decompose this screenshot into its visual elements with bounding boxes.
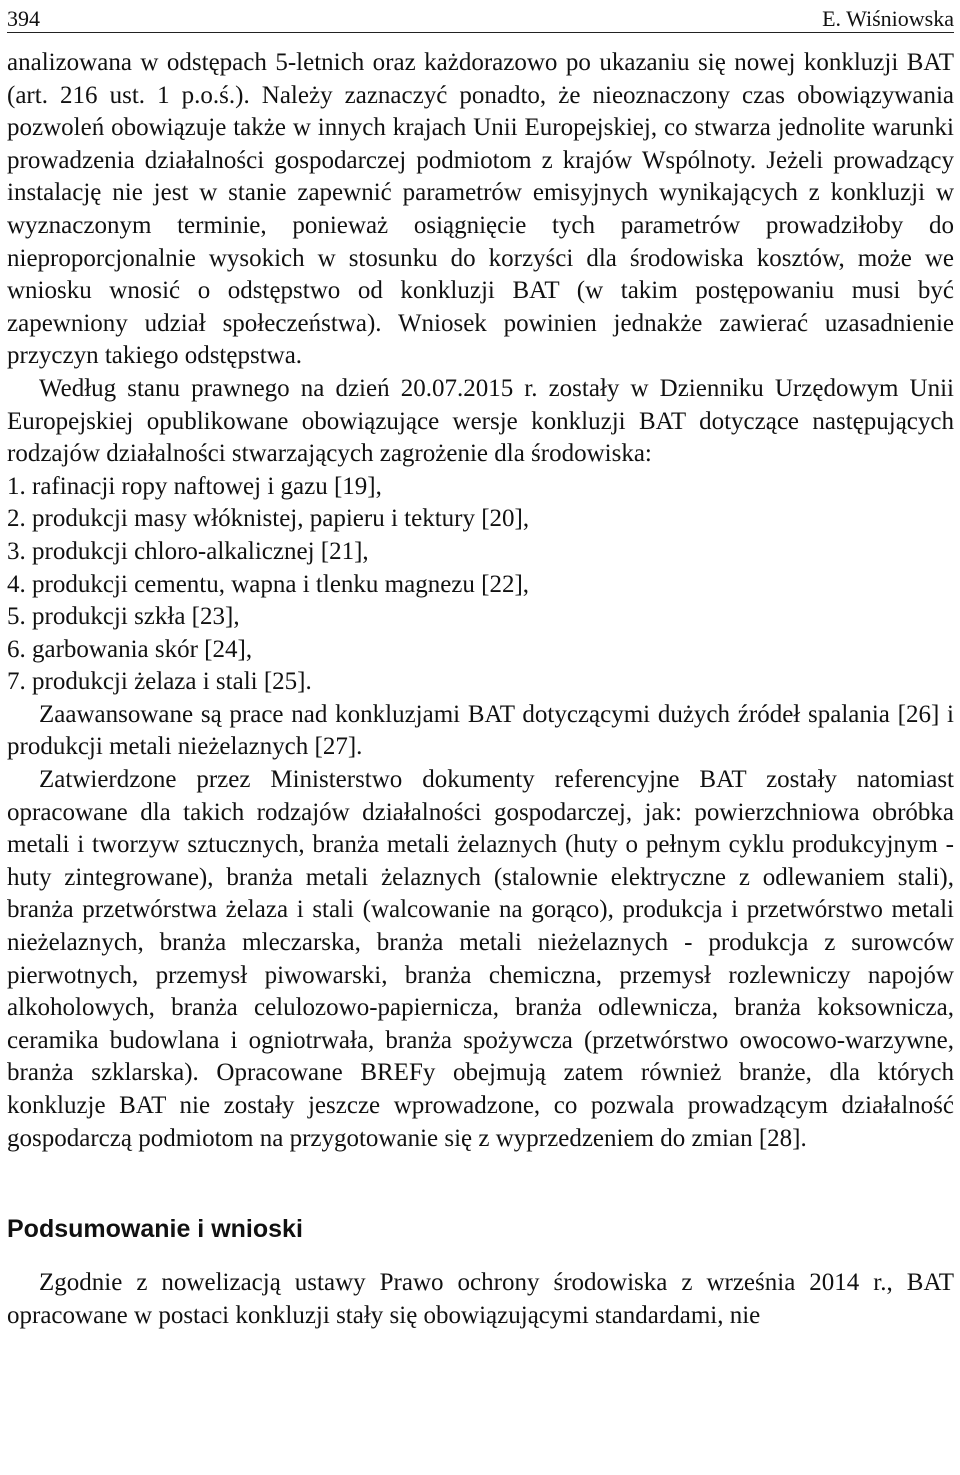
paragraph-legal-status: Według stanu prawnego na dzień 20.07.2015 r. zostały w Dzienniku Urzędowym Unii Europejskiej opublikowane obowiązujące wersje konkluzji BAT dotyczące następujących rodzajów działalności stwarzających zagrożenie dla środowiska: [7,374,954,468]
list-item: 4. produkcji cementu, wapna i tlenku magnezu [22], [7,570,530,598]
bat-conclusions-list [7,471,954,699]
running-header [7,0,954,33]
list-item: 3. produkcji chloro-alkalicznej [21], [7,537,369,565]
list-item: 2. produkcji masy włóknistej, papieru i tektury [20], [7,505,530,533]
list-item: 7. produkcji żelaza i stali [25]. [7,668,312,696]
section-heading: Podsumowanie i wnioski [7,1215,303,1244]
list-item: 6. garbowania skór [24], [7,635,253,663]
body-text [7,47,954,1332]
list-item: 1. rafinacji ropy naftowej i gazu [19], [7,472,382,500]
list-item: 5. produkcji szkła [23], [7,603,240,631]
page-number: 394 [7,6,40,31]
author-name: E. Wiśniowska [822,6,954,31]
paragraph-approved-documents: Zatwierdzone przez Ministerstwo dokumenty referencyjne BAT zostały natomiast opracowane dla takich rodzajów działalności gospodarczej, jak: powierzchniowa obróbka metali i tworzyw sztucznych, branża metali żelaznych (huty o pełnym cyklu produkcyjnym - huty zintegrowane), branża metali żelaznych (stalownie elektryczne z odlewaniem stali), branża przetwórstwa żelaza i stali (walcowanie na gorąco), produkcja i przetwórstwo metali nieżelaznych, branża mleczarska, branża metali nieżelaznych - produkcja z surowców pierwotnych, przemysł piwowarski, branża chemiczna, przemysł rozlewniczy napojów alkoholowych, branża celulozowo-papiernicza, branża odlewnicza, branża koksownicza, ceramika budowlana i ogniotrwała, branża spożywcza (przetwórstwo owocowo-warzywne, branża szklarska). Opracowane BREFy obejmują zatem również branże, dla których konkluzje BAT nie zostały jeszcze wprowadzone, co pozwala prowadzącym działalność gospodarczą podmiotom na przygotowanie się z wyprzedzeniem do zmian [28]. [7,766,954,1152]
paragraph-advanced-work: Zaawansowane są prace nad konkluzjami BAT dotyczącymi dużych źródeł spalania [26] i produkcji metali nieżelaznych [27]. [7,700,954,761]
paragraph-summary: Zgodnie z nowelizacją ustawy Prawo ochrony środowiska z września 2014 r., BAT opracowane w postaci konkluzji stały się obowiązującymi standardami, nie [7,1269,954,1329]
paragraph-continuation: analizowana w odstępach 5-letnich oraz każdorazowo po ukazaniu się nowej konkluzji BAT (art. 216 ust. 1 p.o.ś.). Należy zaznaczyć ponadto, że nieoznaczony czas obowiązywania pozwoleń obowiązuje także w innych krajach Unii Europejskiej, co stwarza jednolite warunki prowadzenia działalności gospodarczej podmiotom z krajów Wspólnoty. Jeżeli prowadzący instalację nie jest w stanie zapewnić parametrów emisyjnych wynikających z konkluzji w wyznaczonym terminie, ponieważ osiągnięcie tych parametrów prowadziłoby do nieproporcjonalnie wysokich w stosunku do korzyści dla środowiska kosztów, może we wniosku wnosić o odstępstwo od konkluzji BAT (w takim postępowaniu musi być zapewniony udział społeczeństwa). Wniosek powinien jednakże zawierać uzasadnienie przyczyn takiego odstępstwa. [7,49,954,370]
